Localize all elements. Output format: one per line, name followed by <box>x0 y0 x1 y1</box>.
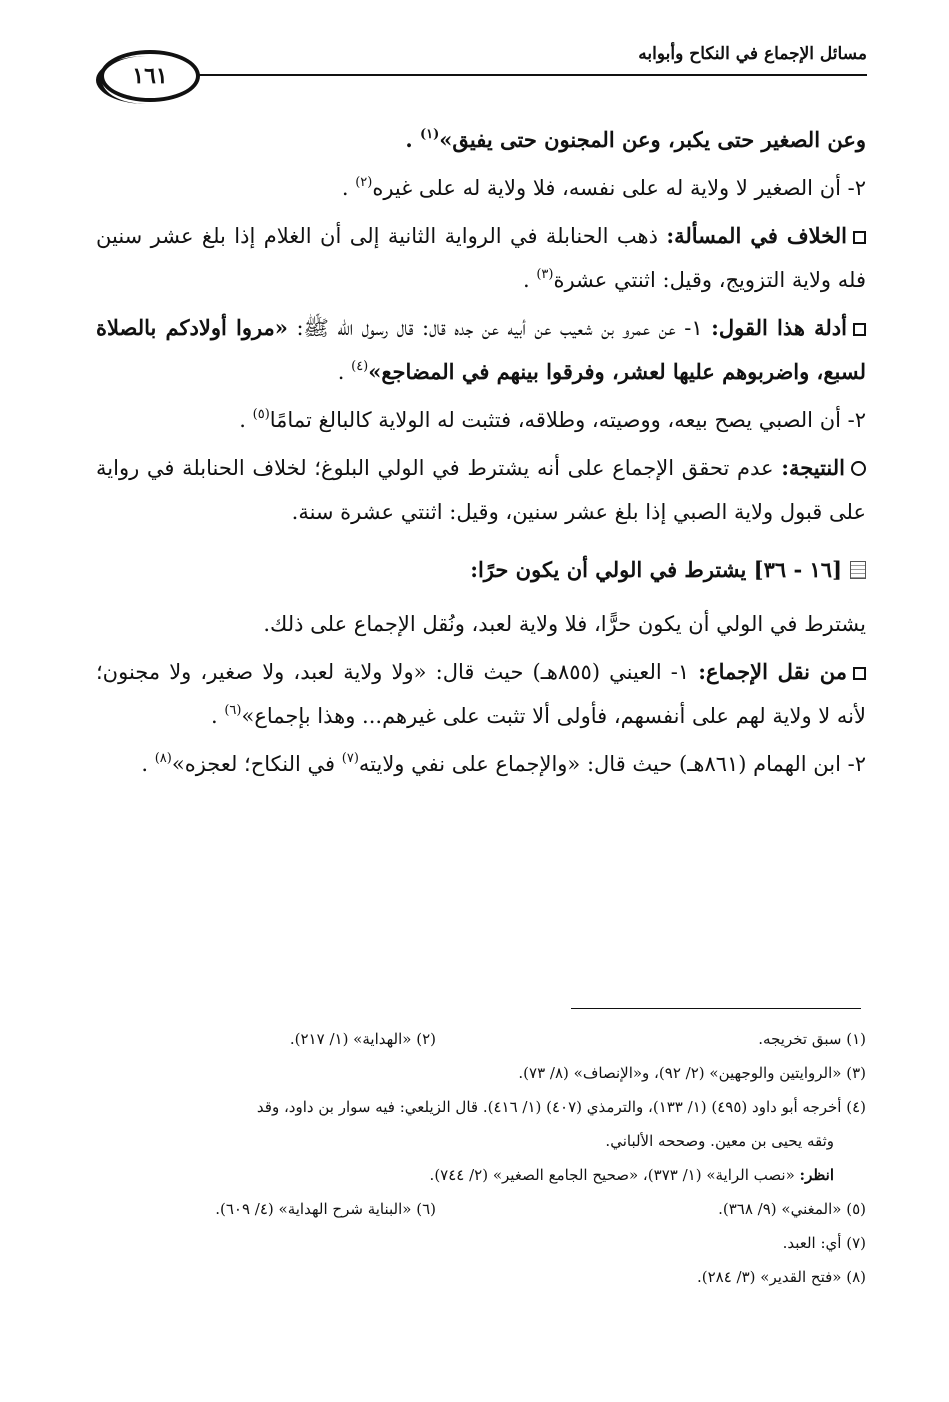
footnote-ref: (٧) <box>341 751 359 766</box>
section-label: أدلة هذا القول: <box>711 315 847 340</box>
footnote-ref: (٨) <box>154 751 172 766</box>
paragraph-evidence: أدلة هذا القول: ١- عن عمرو بن شعيب عن أبيه عن جده قال: قال رسول الله ﷺ: «مروا أولادكم بالصلاة لسبع، واضربوهم عليها لعشر، وفرقوا بينهم في المضاجع»$^{(٤)}$ . <box>96 315 866 384</box>
footnote-ref: (٥) <box>252 407 270 422</box>
footnote-ref: (٣) <box>536 267 554 282</box>
page-number-badge <box>100 50 200 102</box>
footnote-7: (٧) أي: العبد. <box>782 1234 866 1252</box>
footnote-ref: (٤) <box>351 359 369 374</box>
footnote-5: (٥) «المغني» (٩/ ٣٦٨). <box>718 1200 866 1218</box>
paragraph-2: ٢- أن الصغير لا ولاية له على نفسه، فلا ولاية له على غيره$^{(٢)}$ . <box>341 175 866 200</box>
footnote-3: (٣) «الروايتين والوجهين» (٢/ ٩٢)، و«الإنصاف» (٨/ ٧٣). <box>518 1064 866 1082</box>
footnotes <box>96 1022 866 1294</box>
paragraph-disagreement: الخلاف في المسألة: ذهب الحنابلة في الرواية الثانية إلى أن الغلام إذا بلغ عشر سنين فله ولاية التزويج، وقيل: اثنتي عشرة$^{(٣)}$ . <box>96 223 866 292</box>
section-label: من نقل الإجماع: <box>698 659 848 684</box>
footnote-row <box>96 1022 866 1056</box>
running-title: مسائل الإجماع في النكاح وأبوابه <box>638 44 867 64</box>
square-bullet-icon <box>853 323 866 336</box>
main-text <box>96 118 866 790</box>
square-bullet-icon <box>853 231 866 244</box>
document-icon <box>850 561 866 579</box>
page-header <box>0 0 949 115</box>
footnote-ref: (٢) <box>355 175 373 190</box>
footnote-2: (٢) «الهداية» (١/ ٢١٧). <box>289 1030 436 1048</box>
footnote-6: (٦) «البناية شرح الهداية» (٤/ ٦٠٩). <box>215 1200 436 1218</box>
section-label: النتيجة: <box>781 455 845 480</box>
page-number: ١٦١ <box>132 63 168 89</box>
hadith-quote: «مروا أولادكم بالصلاة لسبع، واضربوهم عليها لعشر، وفرقوا بينهم في المضاجع» <box>96 315 866 384</box>
footnote-1: (١) سبق تخريجه. <box>758 1030 866 1048</box>
square-bullet-icon <box>853 667 866 680</box>
paragraph-consensus: من نقل الإجماع: ١- العيني (٨٥٥هـ) حيث قال: «ولا ولاية لعبد، ولا صغير، ولا مجنون؛ لأنه لا ولاية لهم على أنفسهم، فأولى ألا تثبت على غيرهم... وهذا بإجماع»$^{(٦)}$ . <box>96 659 866 728</box>
footnote-4-see: انظر: «نصب الراية» (١/ ٣٧٣)، «صحيح الجامع الصغير» (٢/ ٧٤٤). <box>429 1166 834 1184</box>
section-label: الخلاف في المسألة: <box>666 223 847 248</box>
paragraph-1: وعن الصغير حتى يكبر، وعن المجنون حتى يفيق»$^{(١)}$ . <box>405 127 866 152</box>
paragraph-result: النتيجة: عدم تحقق الإجماع على أنه يشترط في الولي البلوغ؛ لخلاف الحنابلة في رواية على قبول ولاية الصبي إذا بلغ عشر سنين، وقيل: اثنتي عشرة سنة. <box>96 455 866 524</box>
circle-bullet-icon <box>851 461 866 476</box>
paragraph-5: ٢- أن الصبي يصح بيعه، ووصيته، وطلاقه، فتثبت له الولاية كالبالغ تمامًا$^{(٥)}$ . <box>239 407 866 432</box>
footnote-ref: (١) <box>419 127 440 142</box>
footnote-separator <box>571 1008 861 1009</box>
paragraph-7: يشترط في الولي أن يكون حرًّا، فلا ولاية لعبد، ونُقل الإجماع على ذلك. <box>263 612 866 636</box>
paragraph-9: ٢- ابن الهمام (٨٦١هـ) حيث قال: «والإجماع على نفي ولايته$^{(٧)}$ في النكاح؛ لعجزه»$^{(٨)}$ . <box>141 751 866 776</box>
footnote-4-continued: وثقه يحيى بن معين. وصححه الألباني. <box>605 1132 834 1150</box>
header-rule <box>196 74 867 76</box>
footnote-8: (٨) «فتح القدير» (٣/ ٢٨٤). <box>696 1268 866 1286</box>
footnote-row <box>96 1192 866 1226</box>
footnote-ref: (٦) <box>224 703 242 718</box>
section-heading: [١٦ - ٣٦] يشترط في الولي أن يكون حرًا: <box>96 548 866 592</box>
footnote-4: (٤) أخرجه أبو داود (٤٩٥) (١/ ١٣٣)، والترمذي (٤٠٧) (١/ ٤١٦). قال الزيلعي: فيه سوار بن داود، وقد <box>256 1098 866 1116</box>
